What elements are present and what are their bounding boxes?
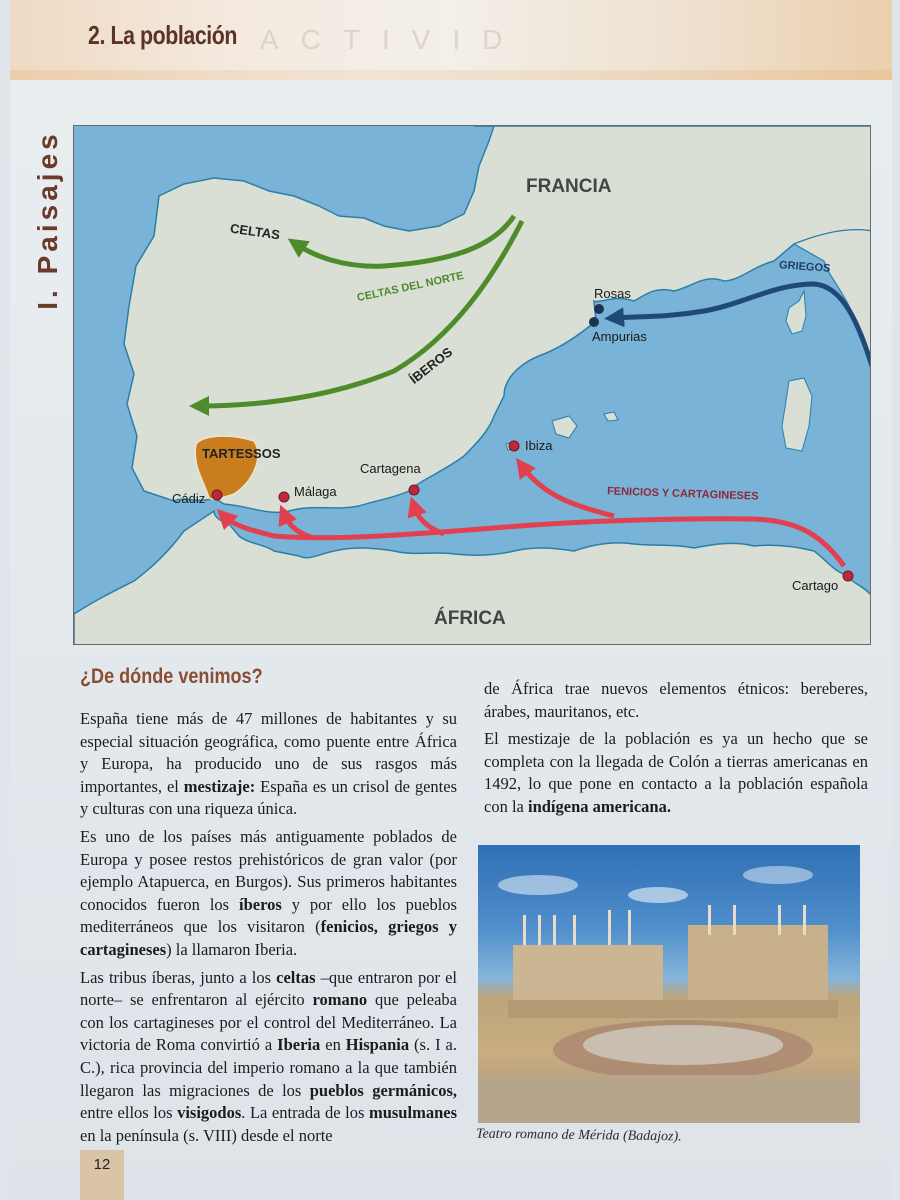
label-cadiz: Cádiz xyxy=(172,491,206,506)
map-graphic xyxy=(74,126,871,645)
dot-malaga xyxy=(279,492,289,502)
island-mallorca xyxy=(552,416,577,438)
island-corsica xyxy=(786,291,806,334)
paragraph-4: de África trae nuevos elementos étnicos: bereberes, árabes, mauritanos, etc. xyxy=(484,679,868,721)
section-heading: ¿De dónde venimos? xyxy=(80,665,263,688)
header-watermark: ACTIVID xyxy=(260,24,525,55)
label-cartagena: Cartagena xyxy=(360,461,421,476)
chapter-title: 2. La población xyxy=(88,20,238,50)
island-menorca xyxy=(604,412,618,421)
label-ibiza: Ibiza xyxy=(525,438,553,453)
griegos-arrow xyxy=(614,284,871,366)
label-celtas: CELTAS xyxy=(229,220,281,243)
fenicios-cartagena-arrow xyxy=(414,506,444,534)
paragraph-1: España tiene más de 47 millones de habitantes y su especial situación geográfica, como puente entre África y Europa, ha producido uno de sus rasgos más importantes, el mestizaje: España es un crisol de gentes y culturas con una riqueza única. xyxy=(80,709,457,819)
label-malaga: Málaga xyxy=(294,484,337,499)
article-left-column xyxy=(80,708,457,1152)
article-right-column xyxy=(484,678,868,824)
paragraph-5: El mestizaje de la población es ya un hecho que se completa con la llegada de Colón a tierras americanas en 1492, lo que pone en contacto a la población española con la indígena americana. xyxy=(484,729,868,816)
paragraph-3: Las tribus íberas, junto a los celtas –que entraron por el norte– se enfrentaron al ejército romano que peleaba con los cartagineses por el control del Mediterráneo. La victoria de Roma convirtió a Iberia en Hispania (s. I a. C.), rica provincia del imperio romano a la que también llegaron las migraciones de los pueblos germánicos, entre ellos los visigodos. La entrada de los musulmanes en la península (s. VIII) desde el norte xyxy=(80,967,458,1145)
label-francia: FRANCIA xyxy=(526,176,612,197)
dot-rosas xyxy=(594,304,604,314)
dot-cadiz xyxy=(212,490,222,500)
dot-ibiza xyxy=(509,441,519,451)
side-label-text: I. Paisajes xyxy=(32,130,63,310)
label-africa: ÁFRICA xyxy=(434,608,506,629)
label-iberos: ÍBEROS xyxy=(406,344,456,387)
label-fenicios-cartagineses: FENICIOS Y CARTAGINESES xyxy=(606,485,759,503)
page-number: 12 xyxy=(80,1150,124,1200)
dot-cartago xyxy=(843,571,853,581)
label-rosas: Rosas xyxy=(594,286,631,301)
fenicios-malaga-arrow xyxy=(284,514,314,538)
migration-map xyxy=(73,125,871,645)
paragraph-2: Es uno de los países más antiguamente poblados de Europa y posee restos prehistóricos de gran valor (por ejemplo Atapuerca, en Burgos). Sus primeros habitantes conocidos fueron los íberos y por ello los pueblos mediterráneos que los visitaron (fenicios, griegos y cartagineses) la llamaron Iberia. xyxy=(80,826,458,959)
label-griegos: GRIEGOS xyxy=(778,259,831,275)
island-sardinia xyxy=(782,378,812,451)
label-cartago: Cartago xyxy=(792,578,839,593)
dot-cartagena xyxy=(409,485,419,495)
fenicios-ibiza-arrow xyxy=(522,466,614,516)
section-side-label xyxy=(28,120,68,320)
photo-graphic xyxy=(478,845,860,1123)
label-tartessos: TARTESSOS xyxy=(202,446,281,461)
label-ampurias: Ampurias xyxy=(592,329,647,344)
photo-caption: Teatro romano de Mérida (Badajoz). xyxy=(475,1126,682,1145)
dot-ampurias xyxy=(589,317,599,327)
roman-theatre-photo xyxy=(478,845,860,1123)
label-celtas-del-norte: CELTAS DEL NORTE xyxy=(355,269,465,305)
land-italy xyxy=(794,230,871,366)
